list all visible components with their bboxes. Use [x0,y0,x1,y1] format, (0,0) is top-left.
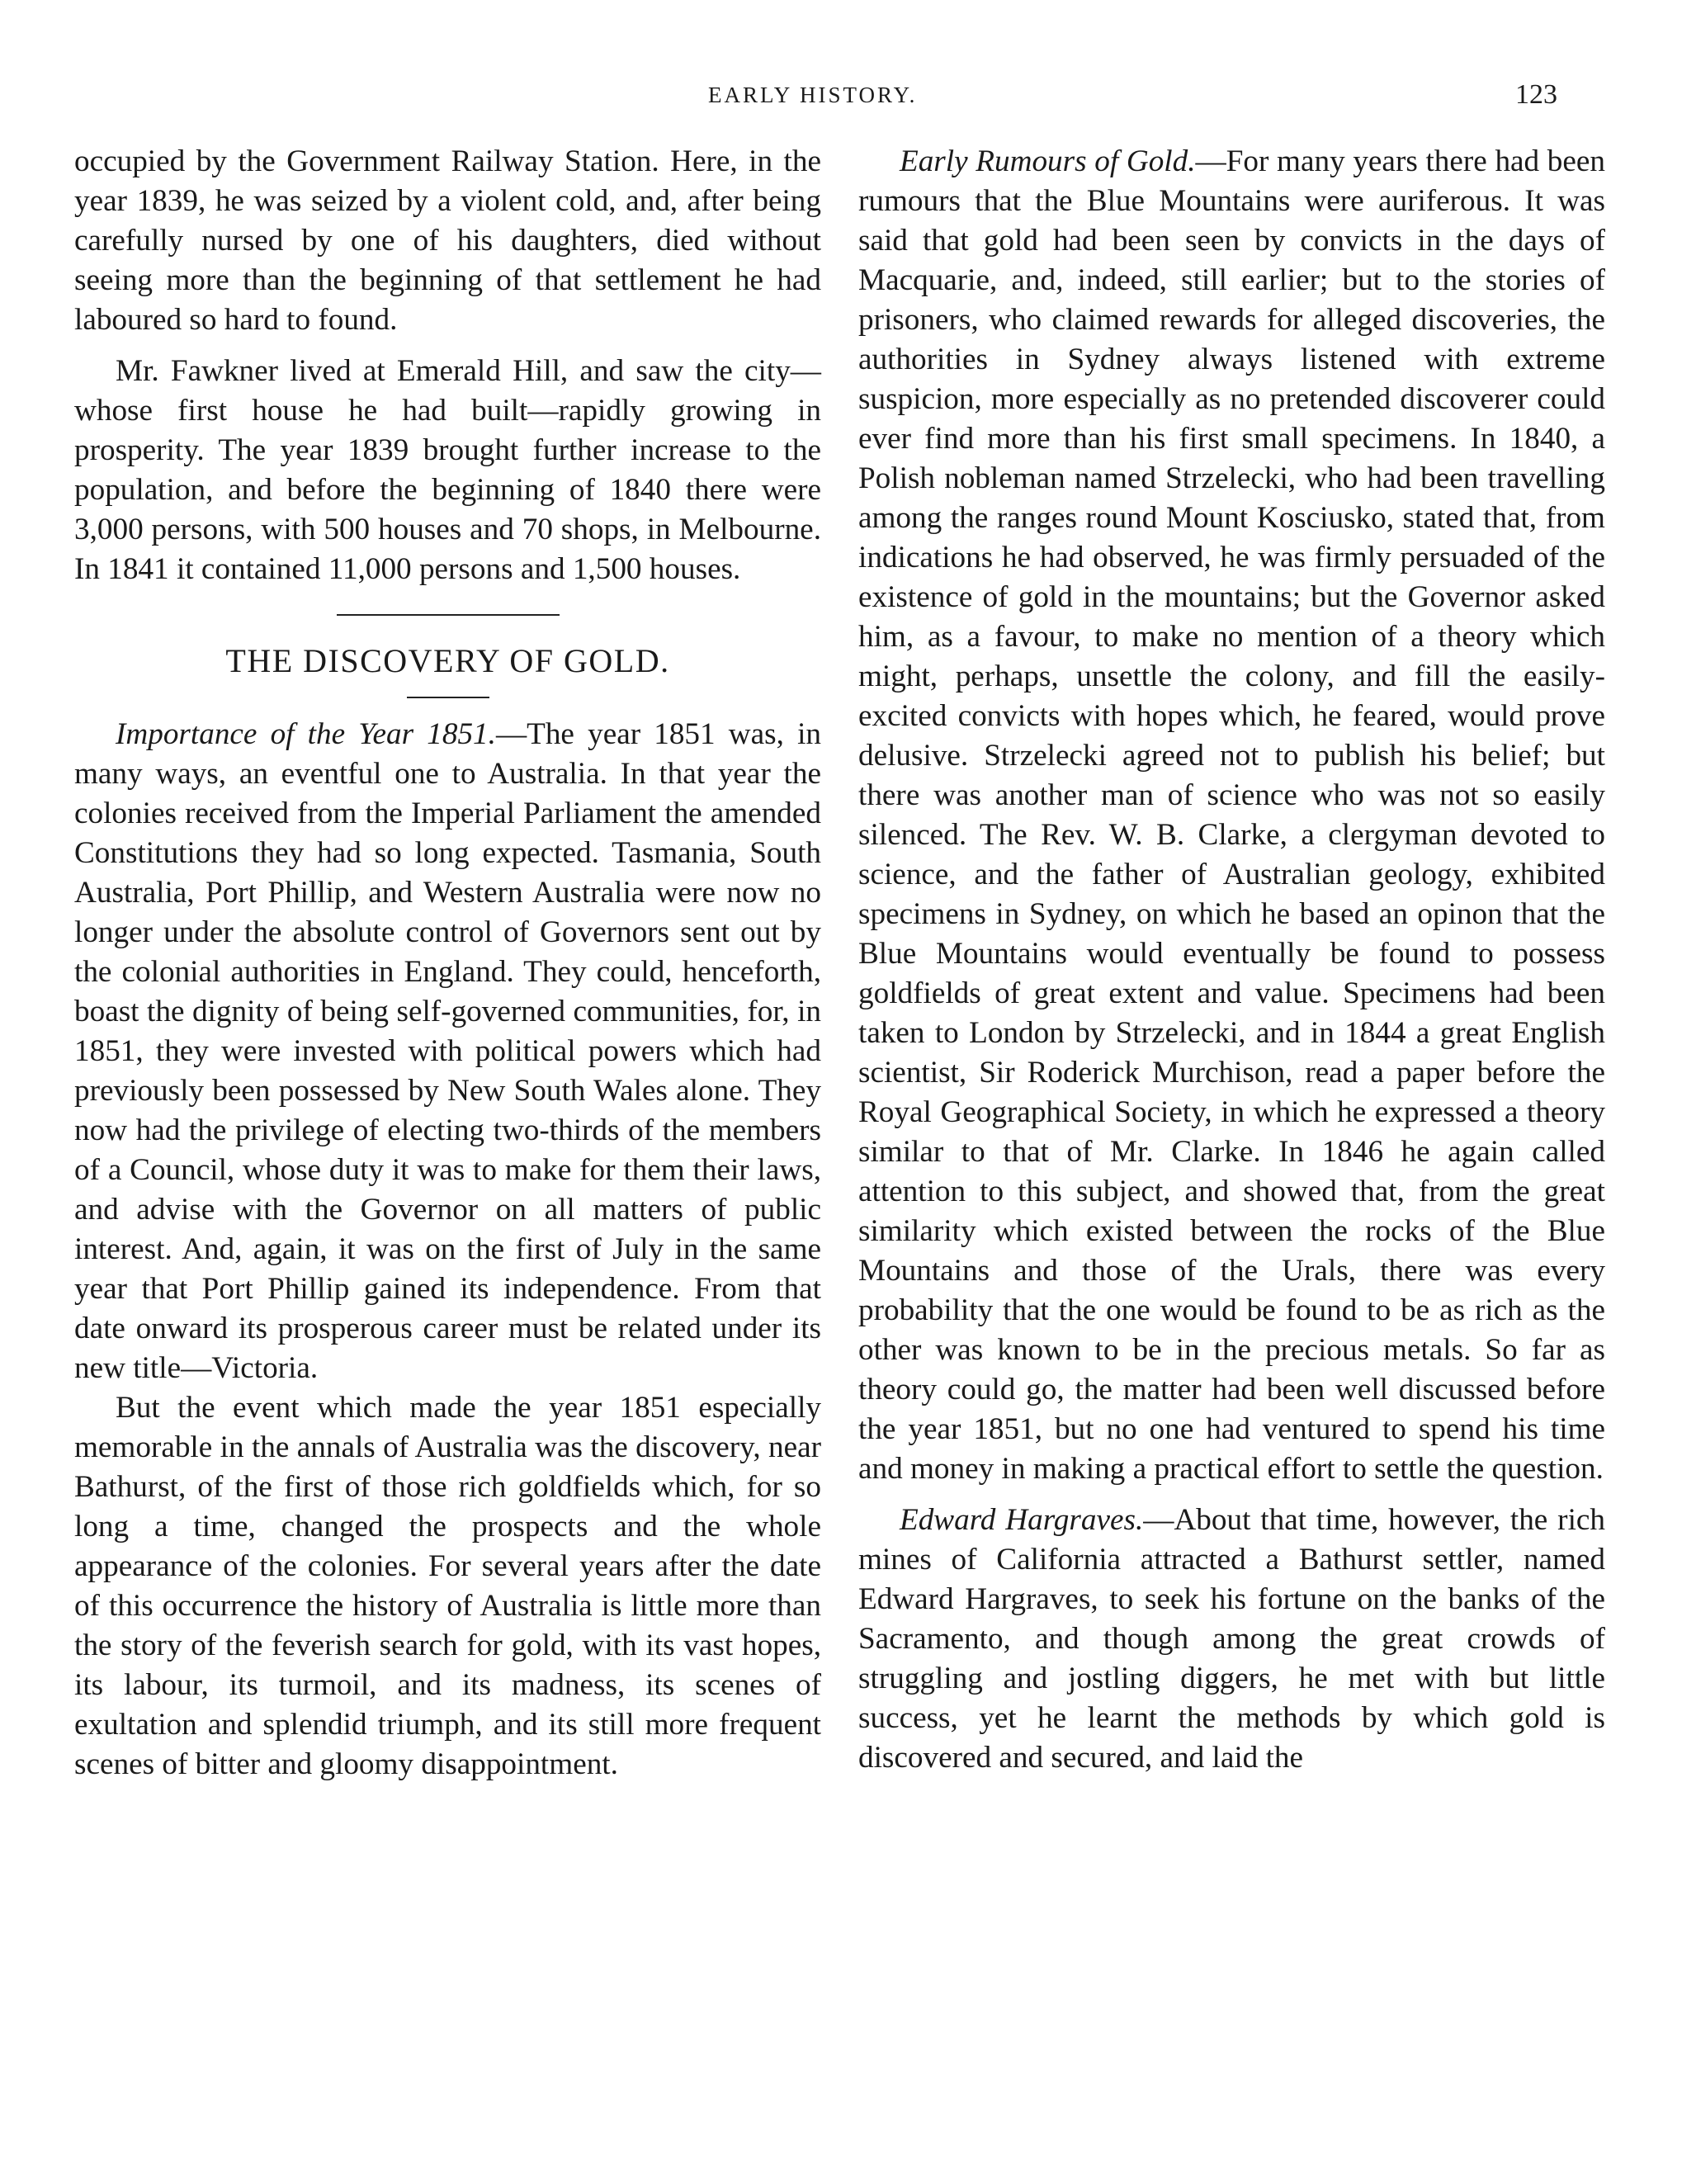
paragraph-early-rumours [858,142,1605,1489]
page-number: 123 [1515,79,1557,110]
run-in-heading-rumours: Early Rumours of Gold. [900,144,1196,178]
section-heading: THE DISCOVERY OF GOLD. [225,642,670,679]
heading-underline-rule [407,697,489,698]
right-column [858,142,1605,1778]
running-title: EARLY HISTORY. [708,83,918,107]
paragraph-importance-1851 [74,715,821,1388]
section-divider-rule [337,614,560,616]
running-head [0,79,1696,116]
left-column [74,142,821,1785]
paragraph-edward-hargraves [858,1501,1605,1778]
paragraph-gold-discovery-event: But the event which made the year 1851 especially memorable in the annals of Australia was the discovery, near Bathurst, of the first of those rich goldfields which, for so long a time, changed the prospects and the whole appearance of the colonies. For several years after the date of this occurrence the history of Australia is little more than the story of the feverish search for gold, with its vast hopes, its labour, its turmoil, and its madness, its scenes of exultation and splendid triumph, and its still more frequent scenes of bitter and gloomy disappointment. [74,1391,821,1781]
paragraph-melbourne-growth: Mr. Fawkner lived at Emerald Hill, and saw the city—whose first house he had built—rapidly growing in prosperity. The year 1839 brought further increase to the population, and before the beginning of 1840 there were 3,000 persons, with 500 houses and 70 shops, in Melbourne. In 1841 it contained 11,000 persons and 1,500 houses. [74,354,821,586]
run-in-heading-hargraves: Edward Hargraves. [900,1503,1144,1537]
paragraph-importance-1851-text: —The year 1851 was, in many ways, an eventful one to Australia. In that year the colonies received from the Imperial Parliament the amended Constitutions they had so long expected. Tasmania, South Australia, Port Phillip, and Western Australia were now no longer under the absolute control of Governors sent out by the colonial authorities in England. They could, henceforth, boast the dignity of being self-governed communities, for, in 1851, they were invested with political powers which had previously been possessed by New South Wales alone. They now had the privilege of electing two-thirds of the members of a Council, whose duty it was to make for them their laws, and advise with the Governor on all matters of public interest. And, again, it was on the first of July in the same year that Port Phillip gained its independence. From that date onward its prosperous career must be related under its new title—Victoria. [74,717,821,1385]
paragraph-early-rumours-text: —For many years there had been rumours that the Blue Mountains were auriferous. It was said that gold had been seen by convicts in the days of Macquarie, and, indeed, still earlier; but to the stories of prisoners, who claimed rewards for alleged discoveries, the authorities in Sydney always listened with extreme suspicion, more especially as no pretended discoverer could ever find more than his first small specimens. In 1840, a Polish nobleman named Strzelecki, who had been travelling among the ranges round Mount Kosciusko, stated that, from indications he had observed, he was firmly persuaded of the existence of gold in the mountains; but the Governor asked him, as a favour, to make no mention of a theory which might, perhaps, unsettle the colony, and fill the easily-excited convicts with hopes which, he feared, would prove delusive. Strzelecki agreed not to publish his belief; but there was another man of science who was not so easily silenced. The Rev. W. B. Clarke, a clergyman devoted to science, and the father of Australian geology, exhibited specimens in Sydney, on which he based an opinon that the Blue Mountains would eventually be found to possess goldfields of great extent and value. Specimens had been taken to London by Strzelecki, and in 1844 a great English scientist, Sir Roderick Murchison, read a paper before the Royal Geographical Society, in which he expressed a theory similar to that of Mr. Clarke. In 1846 he again called attention to this subject, and showed that, from the great similarity which existed between the rocks of the Blue Mountains and those of the Urals, there was every probability that the one would be found to be as rich as the other was known to be in the precious metals. So far as theory could go, the matter had been well discussed before the year 1851, but no one had ventured to spend his time and money in making a practical effort to settle the question. [858,144,1606,1486]
paragraph-fawkner-death: occupied by the Government Railway Station. Here, in the year 1839, he was seized by a violent cold, and, after being carefully nursed by one of his daughters, died without seeing more than the beginning of that settlement he had laboured so hard to found. [74,144,821,337]
paragraph-edward-hargraves-text: —About that time, however, the rich mines of California attracted a Bathurst settler, named Edward Hargraves, to seek his fortune on the banks of the Sacramento, and though among the great crowds of struggling and jostling diggers, he met with but little success, yet he learnt the methods by which gold is discovered and secured, and laid the [858,1503,1605,1775]
run-in-heading-1851: Importance of the Year 1851. [116,717,496,751]
